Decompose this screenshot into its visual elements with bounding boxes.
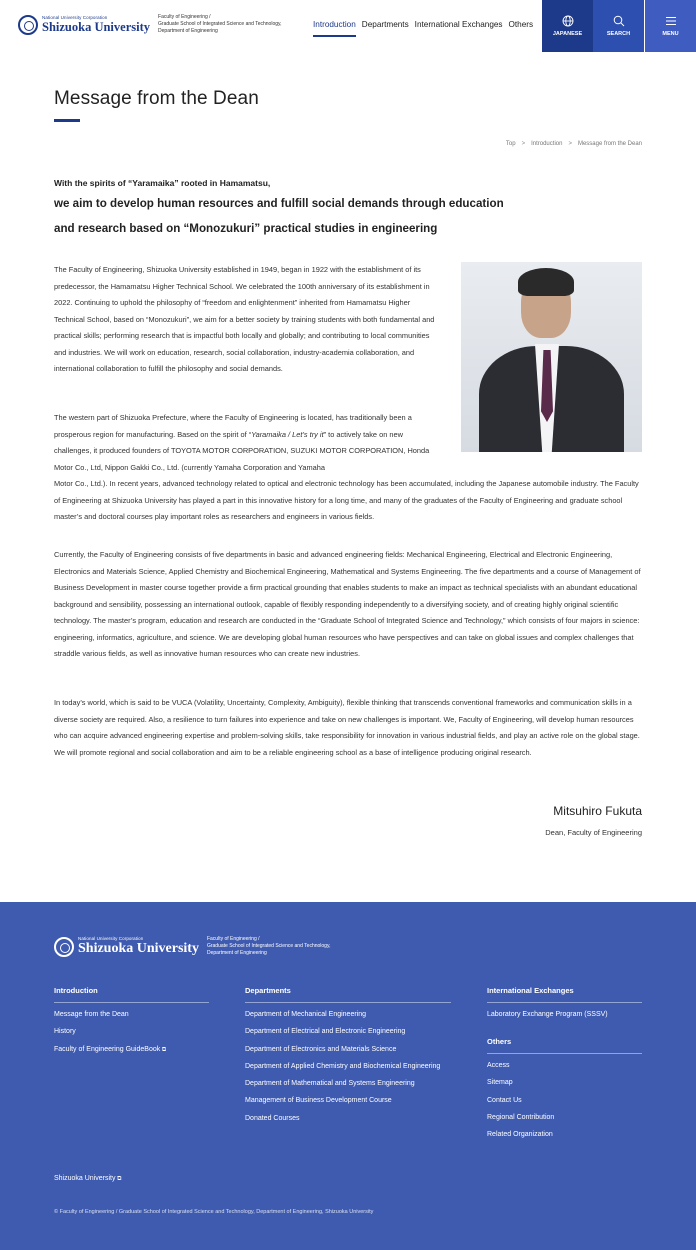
logo-university-name: Shizuoka University [42, 20, 151, 34]
footer-link[interactable]: Related Organization [487, 1131, 553, 1139]
logo-small-text: National University Corporation [42, 14, 108, 20]
university-seal-icon [18, 15, 38, 35]
footer-col-others [487, 1037, 642, 1147]
breadcrumb [506, 141, 642, 147]
footer-logo[interactable]: National University Corporation Shizuoka University Faculty of Engineering / Graduate School of Integrated Science and Technology, Department of Engineering [54, 936, 357, 957]
shizuoka-university-link[interactable]: Shizuoka University ⧉ [54, 1175, 121, 1183]
breadcrumb-top[interactable]: Top [505, 141, 516, 147]
paragraph-1: The Faculty of Engineering, Shizuoka University established in 1949, began in 1922 with the establishment of its predecessor, the Hamamatsu Higher Technical School. We celebrated the 100th anniversary of its establishment in 2022. Continuing to uphold the philosophy of “freedom and enlightenment” inherited from Hamamatsu Higher Technical School, based on “Monozukuri”, we aim for a better society by training students with both fundamental and practical skills; performing research that is impactful both locally and globally; and contributing to local communities and industries. We will work on education, research, social collaboration, industry-academia collaboration, and international collaboration to fulfill the philosophy and social demands. [54, 265, 435, 373]
footer-link-external[interactable]: Faculty of Engineering GuideBook ⧉ [54, 1046, 166, 1053]
breadcrumb-current: Message from the Dean [577, 141, 642, 147]
footer-link[interactable]: History [54, 1028, 76, 1036]
menu-button[interactable]: MENU [645, 0, 696, 52]
title-underline [54, 119, 80, 122]
nav-departments[interactable]: Departments [361, 20, 409, 29]
footer-link[interactable]: Department of Electrical and Electronic Engineering [245, 1028, 406, 1036]
footer-heading-introduction[interactable]: Introduction [54, 986, 209, 1003]
footer-link[interactable]: Department of Mathematical and Systems Engineering [245, 1080, 415, 1088]
breadcrumb-introduction[interactable]: Introduction [531, 141, 563, 147]
footer-link[interactable]: Laboratory Exchange Program (SSSV) [487, 1011, 608, 1018]
dean-name: Mitsuhiro Fukuta [553, 804, 642, 818]
lead-heading-line1: we aim to develop human resources and fulfill social demands through education [54, 197, 504, 210]
paragraph-4: In today’s world, which is said to be VUCA (Volatility, Uncertainty, Complexity, Ambiguity), flexible thinking that transcends conventional frameworks and communication skills in a diverse society are required. Also, a resilience to turn failures into experience and take on new challenges is important. We, Faculty of Engineering, will develop human resources who can acquire advanced engineering expertise and problem-solving skills, take responsibility for innovation in various industrial fields, and play an active role on the global stage. We will promote regional and social collaboration and aim to be a reliable engineering school as a base of intelligence producing original research. [54, 698, 640, 757]
footer-link[interactable]: Department of Electronics and Materials Science [245, 1045, 397, 1053]
nav-others[interactable]: Others [508, 20, 534, 29]
logo-faculty-text: Faculty of Engineering / Graduate School of Integrated Science and Technology, Department of Engineering [158, 14, 282, 34]
lead-heading-line2: and research based on “Monozukuri” practical studies in engineering [54, 222, 438, 235]
university-seal-icon [54, 937, 74, 957]
hamburger-icon [665, 15, 677, 27]
globe-icon [562, 15, 574, 27]
main-nav [313, 20, 539, 37]
site-header [0, 0, 696, 52]
site-logo[interactable] [18, 14, 298, 35]
chevron-right-icon: > [568, 141, 572, 147]
site-footer [0, 902, 696, 1250]
footer-link[interactable]: Regional Contribution [487, 1113, 555, 1121]
footer-heading-international[interactable]: International Exchanges [487, 986, 642, 1003]
dean-role: Dean, Faculty of Engineering [545, 828, 642, 837]
paragraph-3: Currently, the Faculty of Engineering consists of five departments in basic and advanced engineering fields: Mechanical Engineering, Electrical and Electronic Engineering, Electronics and Materials Science, Applied Chemistry and Biochemical Engineering, Mathematical and Systems Engineering. The five departments and a course of Management of Business Development in master course together provide a firm practical grounding that enables students to make an impact as technical specialists with an abundant educational background and sensibility, possessing an international outlook, capable of flexibly responding independently to a diversifying society, and of creating highly original scientific technology. The master’s program, education and research are conducted in the “Graduate School of Integrated Science and Technology,” which consists of four majors in science: engineering, informatics, agriculture, and science. We are developing global human resources who have perspectives and can take on global issues and complex challenges that straddle various fields, as well as innovative human resources who can create new industries. [54, 550, 641, 658]
page-title: Message from the Dean [54, 88, 259, 109]
footer-heading-others[interactable]: Others [487, 1037, 642, 1054]
paragraph-2: The western part of Shizuoka Prefecture, where the Faculty of Engineering is located, has traditionally been a prosperous region for manufacturing. Based on the spirit of “Yaramaika / Let’s try it” to actively take on new challenges, it produced founders of TOYOTA MOTOR CORPORATION, SUZUKI MOTOR CORPORATION, Honda Motor Co., Ltd, Nippon Gakki Co., Ltd. (currently Yamaha Corporation and Yamaha Motor Co., Ltd.). In recent years, advanced technology related to optical and electronic technology has been accumulated, including the Japanese automobile industry. The Faculty of Engineering at Shizuoka University has played a part in this innovative history for a long time, and many of the graduates of the Faculty of Engineering and graduate school master’s and doctoral courses play important roles as researchers and engineers in various fields. [54, 413, 639, 521]
footer-link[interactable]: Department of Mechanical Engineering [245, 1011, 367, 1018]
search-icon [613, 15, 625, 27]
search-button[interactable]: SEARCH [593, 0, 644, 52]
footer-link[interactable]: Management of Business Development Course [245, 1097, 392, 1105]
footer-link[interactable]: Access [487, 1062, 510, 1069]
chevron-right-icon: > [521, 141, 526, 147]
footer-col-departments [245, 986, 451, 1131]
footer-col-introduction [54, 986, 209, 1062]
nav-international-exchanges[interactable]: International Exchanges [414, 20, 503, 29]
lead-subheading: With the spirits of “Yaramaika” rooted in Hamamatsu, [54, 178, 271, 188]
japanese-button[interactable]: JAPANESE [542, 0, 593, 52]
footer-col-international [487, 986, 642, 1027]
footer-link[interactable]: Department of Applied Chemistry and Biochemical Engineering [245, 1062, 441, 1070]
footer-link[interactable]: Donated Courses [245, 1114, 300, 1122]
footer-link[interactable]: Sitemap [487, 1079, 513, 1087]
footer-link[interactable]: Message from the Dean [54, 1011, 129, 1018]
footer-link[interactable]: Contact Us [487, 1096, 522, 1104]
copyright: © Faculty of Engineering / Graduate School of Integrated Science and Technology, Department of Engineering, Shizuoka University [54, 1209, 374, 1215]
footer-heading-departments[interactable]: Departments [245, 986, 451, 1003]
nav-introduction[interactable]: Introduction [313, 20, 356, 37]
